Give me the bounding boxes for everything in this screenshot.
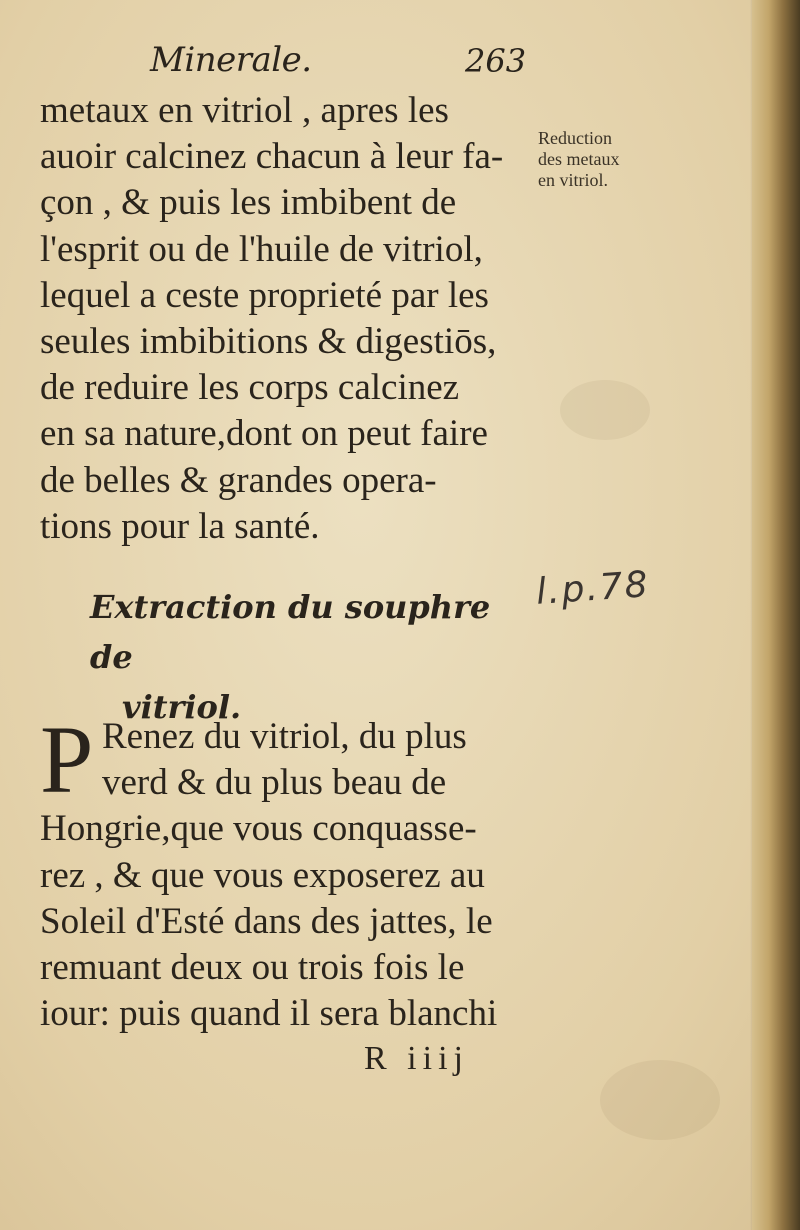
handwritten-annotation: l.p.78: [534, 564, 651, 613]
margin-note: [538, 128, 678, 191]
text-line: çon , & puis les imbibent de: [40, 182, 457, 224]
heading-line: Extraction du souphre de: [90, 588, 491, 676]
text-line: en sa nature,dont on peut faire: [40, 413, 488, 455]
catchword: R iiij: [364, 1040, 469, 1077]
text-line: de reduire les corps calcinez: [40, 367, 460, 409]
running-title: Minerale.: [150, 40, 312, 80]
text-line: rez , & que vous exposerez au: [40, 854, 485, 896]
paper-stain: [560, 380, 650, 440]
page-header: [150, 40, 550, 92]
text-line: tions pour la santé.: [40, 505, 320, 547]
section-heading: [90, 582, 530, 732]
text-line: remuant deux ou trois fois le: [40, 946, 465, 988]
text-line: iour: puis quand il sera blanchi: [40, 993, 498, 1035]
text-line: lequel a ceste proprieté par les: [40, 274, 489, 316]
text-line: metaux en vitriol , apres les: [40, 90, 449, 131]
book-gutter: [752, 0, 800, 1230]
text-line: de belles & grandes opera-: [40, 459, 437, 501]
text-line: seules imbibitions & digestiōs,: [40, 320, 497, 362]
margin-note-line: Reduction: [538, 128, 612, 148]
drop-cap: P: [40, 706, 94, 813]
margin-note-line: des metaux: [538, 149, 620, 169]
page-number: 263: [465, 42, 527, 80]
paper-stain: [600, 1060, 720, 1140]
body-paragraph-1: [40, 88, 540, 550]
margin-note-line: en vitriol.: [538, 170, 608, 190]
body-paragraph-2: [40, 706, 540, 1037]
text-line: auoir calcinez chacun à leur fa-: [40, 136, 504, 178]
text-line: Soleil d'Esté dans des jattes, le: [40, 900, 493, 942]
heading-line: vitriol.: [122, 688, 242, 726]
text-line: l'esprit ou de l'huile de vitriol,: [40, 228, 483, 270]
text-line: Hongrie,que vous conquasse-: [40, 808, 477, 850]
text-line: verd & du plus beau de: [102, 762, 447, 804]
text-line: Renez du vitriol, du plus: [102, 716, 467, 757]
